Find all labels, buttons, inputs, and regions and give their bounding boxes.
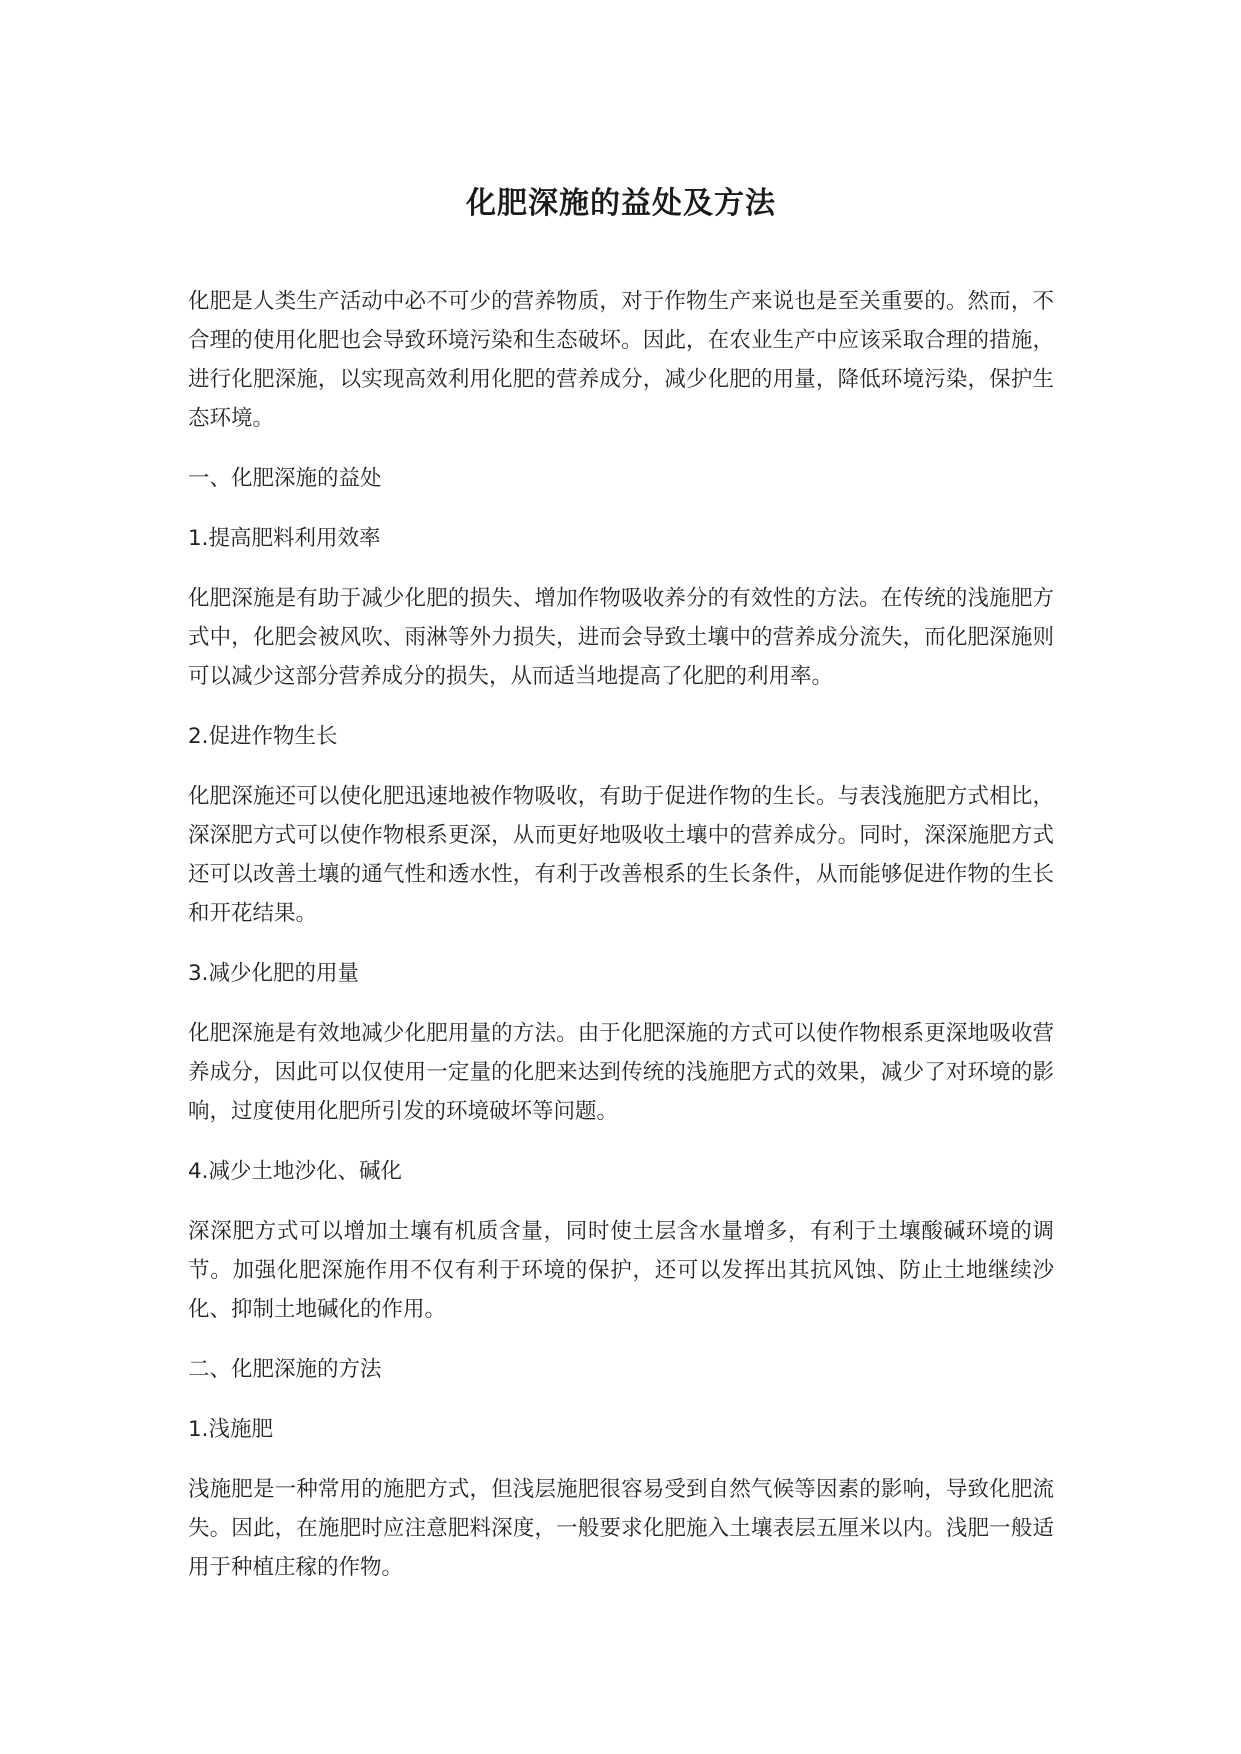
- subheading-growth: 2.促进作物生长: [188, 724, 338, 749]
- section-heading-methods: 二、化肥深施的方法: [188, 1357, 382, 1382]
- subheading-shallow: 1.浅施肥: [188, 1417, 274, 1442]
- intro-paragraph: 化肥是人类生产活动中必不可少的营养物质，对于作物生产来说也是至关重要的。然而，不合理的使用化肥也会导致环境污染和生态破坏。因此，在农业生产中应该采取合理的措施，进行化肥深施，以实现高效利用化肥的营养成分，减少化肥的用量，降低环境污染，保护生态环境。: [188, 289, 1054, 431]
- paragraph-efficiency: 化肥深施是有助于减少化肥的损失、增加作物吸收养分的有效性的方法。在传统的浅施肥方式中，化肥会被风吹、雨淋等外力损失，进而会导致土壤中的营养成分流失，而化肥深施则可以减少这部分营养成分的损失，从而适当地提高了化肥的利用率。: [188, 586, 1054, 689]
- paragraph-desertification: 深深肥方式可以增加土壤有机质含量，同时使土层含水量增多，有利于土壤酸碱环境的调节。加强化肥深施作用不仅有利于环境的保护，还可以发挥出其抗风蚀、防止土地继续沙化、抑制土地碱化的作用。: [188, 1219, 1054, 1322]
- subheading-reduce-usage: 3.减少化肥的用量: [188, 961, 360, 986]
- document-title: 化肥深施的益处及方法: [466, 186, 776, 221]
- paragraph-shallow: 浅施肥是一种常用的施肥方式，但浅层施肥很容易受到自然气候等因素的影响，导致化肥流失。因此，在施肥时应注意肥料深度，一般要求化肥施入土壤表层五厘米以内。浅肥一般适用于种植庄稼的作物。: [188, 1477, 1054, 1580]
- document-body: [188, 282, 1054, 1608]
- subheading-desertification: 4.减少土地沙化、碱化: [188, 1159, 403, 1184]
- subheading-efficiency: 1.提高肥料利用效率: [188, 526, 381, 551]
- paragraph-reduce-usage: 化肥深施是有效地减少化肥用量的方法。由于化肥深施的方式可以使作物根系更深地吸收营养成分，因此可以仅使用一定量的化肥来达到传统的浅施肥方式的效果，减少了对环境的影响，过度使用化肥所引发的环境破坏等问题。: [188, 1021, 1054, 1124]
- paragraph-growth: 化肥深施还可以使化肥迅速地被作物吸收，有助于促进作物的生长。与表浅施肥方式相比，深深肥方式可以使作物根系更深，从而更好地吸收土壤中的营养成分。同时，深深施肥方式还可以改善土壤的通气性和透水性，有利于改善根系的生长条件，从而能够促进作物的生长和开花结果。: [188, 784, 1054, 926]
- section-heading-benefits: 一、化肥深施的益处: [188, 466, 382, 491]
